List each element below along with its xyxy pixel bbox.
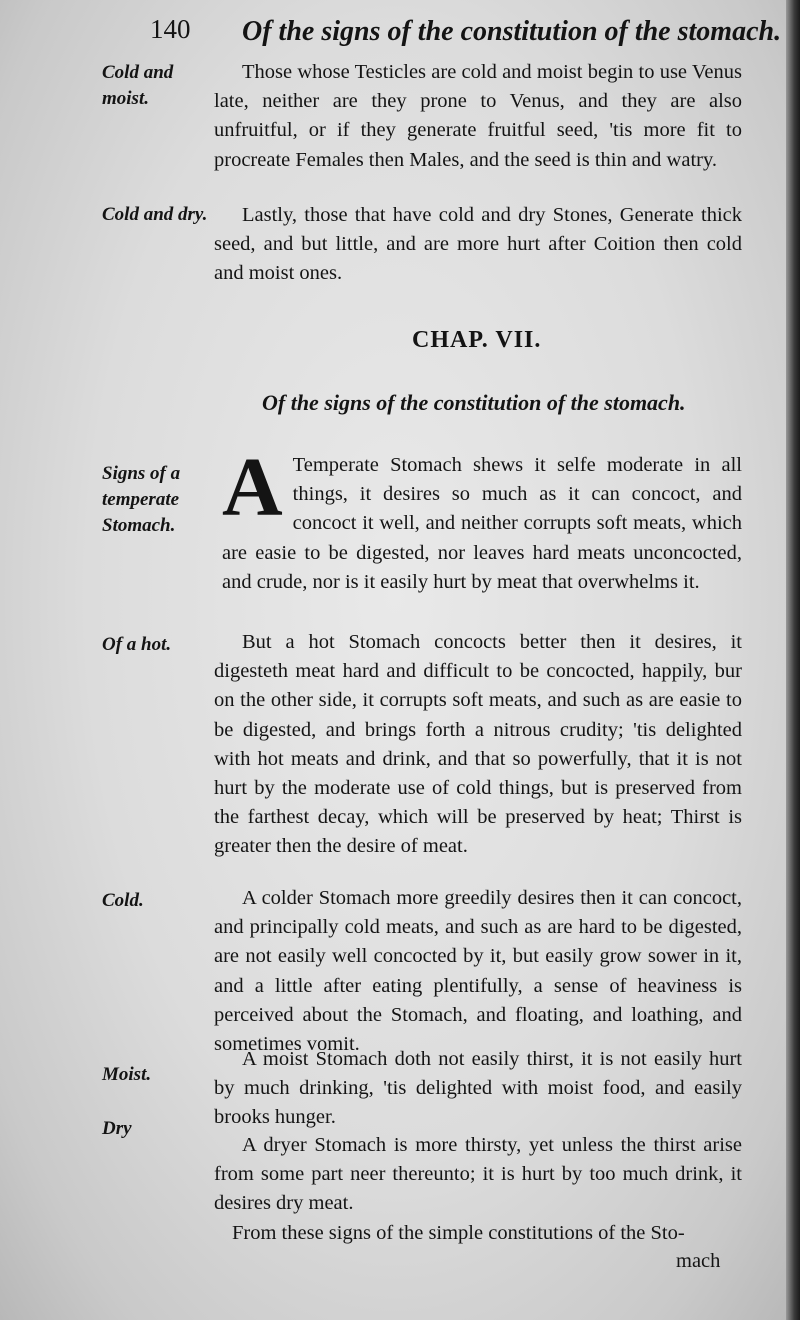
margin-note-cold: Cold. — [102, 890, 144, 911]
running-title: Of the signs of the constitution of the stomach. — [242, 16, 782, 47]
margin-note-moist: Moist. — [102, 1064, 152, 1085]
chapter-heading: CHAP. VII. — [412, 327, 542, 353]
paragraph-text: Lastly, those that have cold and dry Stones, Generate thick seed, and but little, and are more hurt after Coition then cold and moist ones. — [214, 204, 742, 285]
paragraph-moist — [214, 1045, 742, 1133]
margin-note-temperate: Signs of a temperate Stomach. — [102, 463, 181, 536]
margin-note-cold-dry: Cold and dry. — [102, 204, 208, 225]
paragraph-cold — [214, 884, 742, 1059]
paragraph-hot — [214, 628, 742, 862]
paragraph-testicles-cold-moist — [214, 58, 742, 175]
margin-note-hot: Of a hot. — [102, 634, 172, 655]
drop-cap: A — [222, 441, 283, 534]
paragraph-text: From these signs of the simple constitutions of the Sto- — [232, 1222, 685, 1244]
margin-note-cold-moist: Cold and moist. — [102, 62, 174, 109]
margin-note-dry: Dry — [102, 1118, 132, 1139]
paragraph-text: A moist Stomach doth not easily thirst, it is not easily hurt by much drinking, 'tis delighted with moist food, and easily brooks hunger. — [214, 1048, 742, 1129]
running-head — [150, 14, 782, 54]
paragraph-text: Those whose Testicles are cold and moist begin to use Venus late, neither are they prone to Venus, and they are also unfruitful, or if they generate fruitful seed, 'tis more fit to procreate Females then Males, and the seed is thin and watry. — [214, 61, 742, 171]
catchword: mach — [676, 1250, 721, 1272]
paragraph-closing — [232, 1219, 742, 1248]
paragraph-text: A dryer Stomach is more thirsty, yet unless the thirst arise from some part neer thereunto; it is hurt by too much drink, it desires dry meat. — [214, 1134, 742, 1215]
page-gutter-shadow — [786, 0, 800, 1320]
paragraph-temperate — [222, 441, 742, 597]
paragraph-dry — [214, 1131, 742, 1219]
chapter-subtitle: Of the signs of the constitution of the stomach. — [262, 390, 686, 415]
paragraph-text: Temperate Stomach shews it selfe moderate in all things, it desires so much as it can concoct, and concoct it well, and neither corrupts soft meats, which are easie to be digested, nor leaves hard meats unconcocted, and crude, nor is it easily hurt by meat that overwhelms it. — [222, 454, 742, 593]
paragraph-text: But a hot Stomach concocts better then it desires, it digesteth meat hard and difficult to be concocted, happily, bur on the other side, it corrupts soft meats, and such as are easie to be digested, and brings forth a nitrous crudity; 'tis delighted with hot meats and drink, and that so powerfully, that it is not hurt by the moderate use of cold things, but is preserved from the farthest decay, which will be preserved by heat; Thirst is greater then the desire of meat. — [214, 631, 742, 858]
page-number: 140 — [150, 14, 191, 44]
paragraph-stones-cold-dry — [214, 201, 742, 289]
paragraph-text: A colder Stomach more greedily desires then it can concoct, and principally cold meats, and such as are hard to be digested, are not easily well concocted by it, but easily grow sower in it, and a little after eating plentifully, a sense of heaviness is perceived about the Stomach, and floating, and loathing, and sometimes vomit. — [214, 887, 742, 1056]
